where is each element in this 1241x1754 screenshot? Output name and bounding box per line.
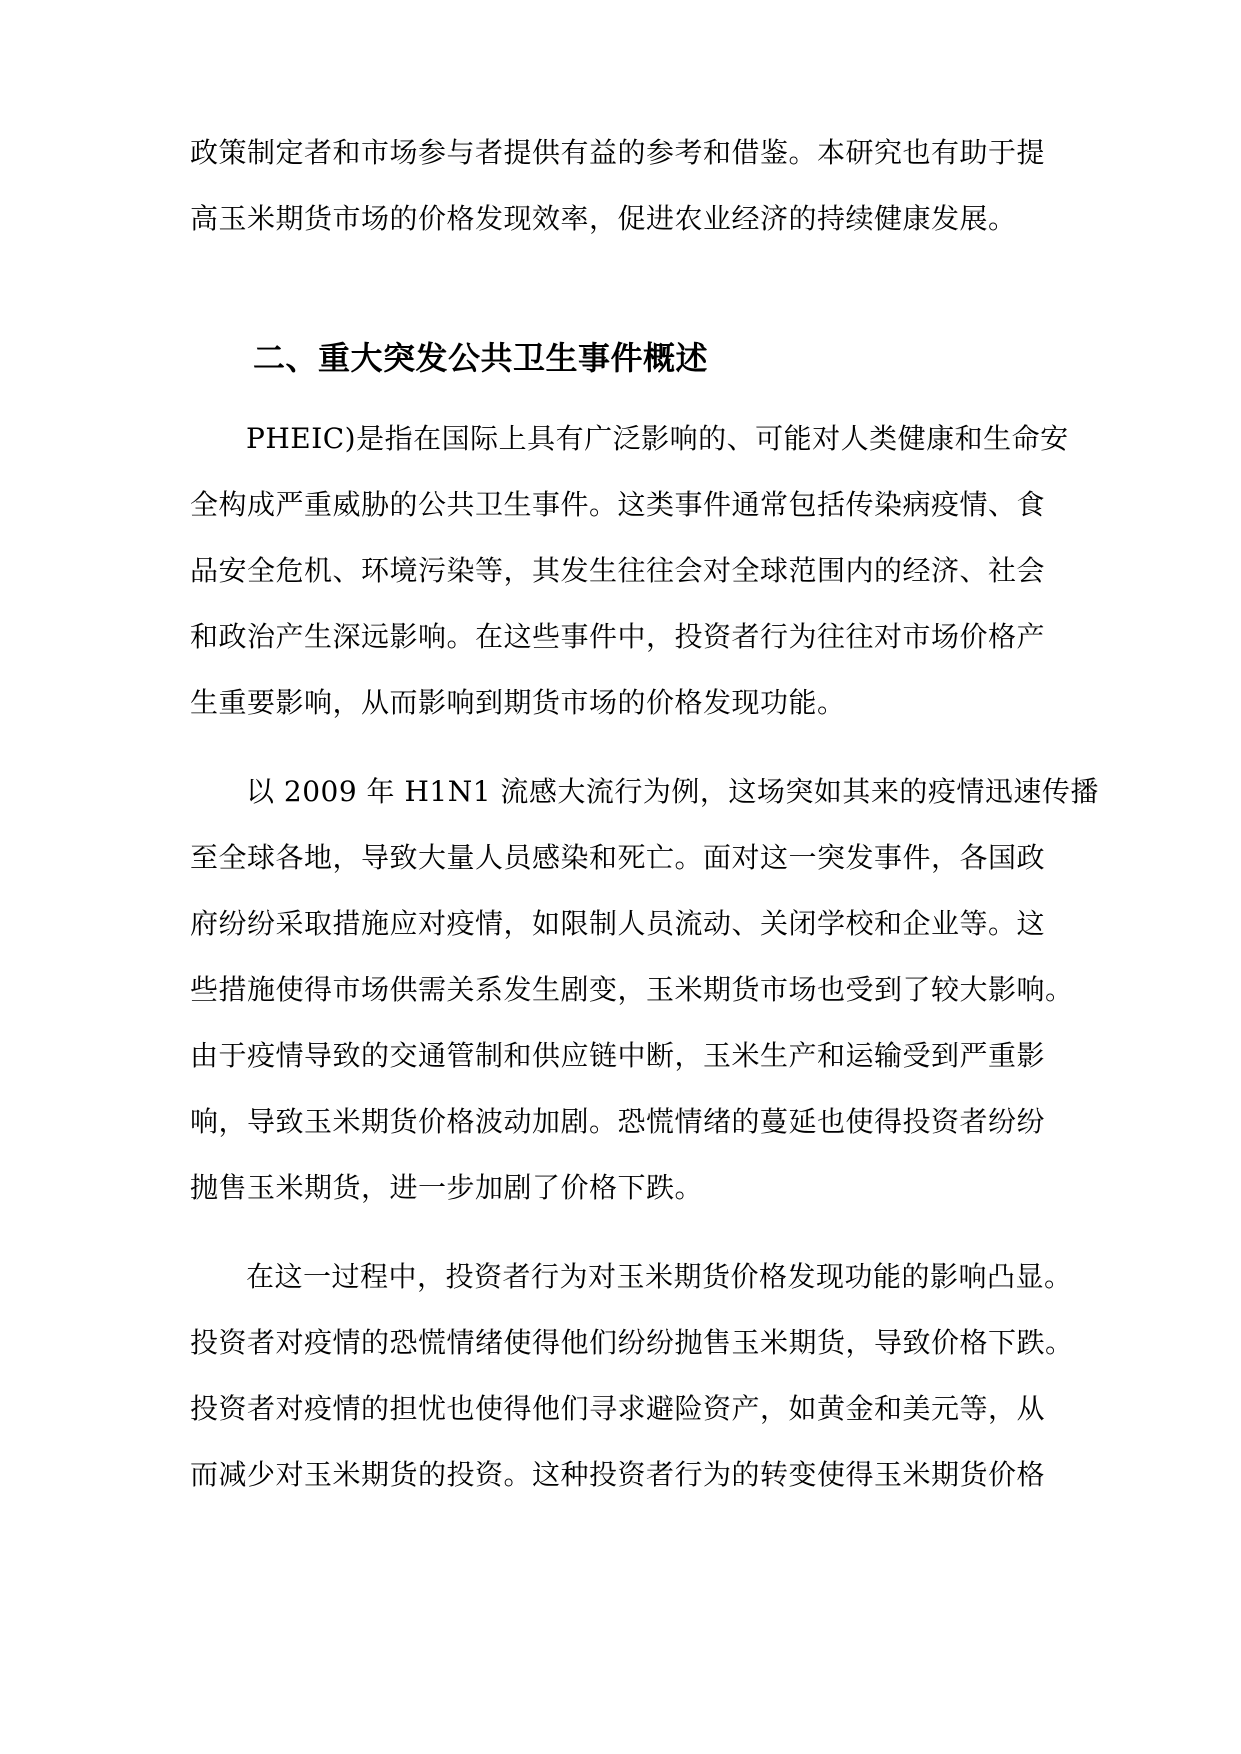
paragraph-2-line-2: 至全球各地，导致大量人员感染和死亡。面对这一突发事件，各国政 xyxy=(190,841,1046,874)
paragraph-2-line-6: 响，导致玉米期货价格波动加剧。恐慌情绪的蔓延也使得投资者纷纷 xyxy=(190,1105,1046,1138)
paragraph-intro-line-2: 高玉米期货市场的价格发现效率，促进农业经济的持续健康发展。 xyxy=(190,202,1017,235)
paragraph-2-line-3: 府纷纷采取措施应对疫情，如限制人员流动、关闭学校和企业等。这 xyxy=(190,907,1046,940)
paragraph-1-line-2: 全构成严重威胁的公共卫生事件。这类事件通常包括传染病疫情、食 xyxy=(190,488,1046,521)
paragraph-2-line-7: 抛售玉米期货，进一步加剧了价格下跌。 xyxy=(190,1171,704,1204)
paragraph-intro-line-1: 政策制定者和市场参与者提供有益的参考和借鉴。本研究也有助于提 xyxy=(190,136,1046,169)
paragraph-1-line-1: PHEIC)是指在国际上具有广泛影响的、可能对人类健康和生命安 xyxy=(246,422,1069,455)
paragraph-2-line-1: 以 2009 年 H1N1 流感大流行为例，这场突如其来的疫情迅速传播 xyxy=(246,775,1099,808)
paragraph-1-line-5: 生重要影响，从而影响到期货市场的价格发现功能。 xyxy=(190,686,846,719)
section-heading: 二、重大突发公共卫生事件概述 xyxy=(253,339,709,377)
paragraph-1-line-4: 和政治产生深远影响。在这些事件中，投资者行为往往对市场价格产 xyxy=(190,620,1046,653)
paragraph-3-line-1: 在这一过程中，投资者行为对玉米期货价格发现功能的影响凸显。 xyxy=(246,1260,1073,1293)
paragraph-3-line-4: 而减少对玉米期货的投资。这种投资者行为的转变使得玉米期货价格 xyxy=(190,1458,1046,1491)
paragraph-3-line-2: 投资者对疫情的恐慌情绪使得他们纷纷抛售玉米期货，导致价格下跌。 xyxy=(190,1326,1074,1359)
paragraph-3-line-3: 投资者对疫情的担忧也使得他们寻求避险资产，如黄金和美元等，从 xyxy=(190,1392,1046,1425)
paragraph-1-line-3: 品安全危机、环境污染等，其发生往往会对全球范围内的经济、社会 xyxy=(190,554,1046,587)
paragraph-2-line-5: 由于疫情导致的交通管制和供应链中断，玉米生产和运输受到严重影 xyxy=(190,1039,1046,1072)
paragraph-2-line-4: 些措施使得市场供需关系发生剧变，玉米期货市场也受到了较大影响。 xyxy=(190,973,1074,1006)
